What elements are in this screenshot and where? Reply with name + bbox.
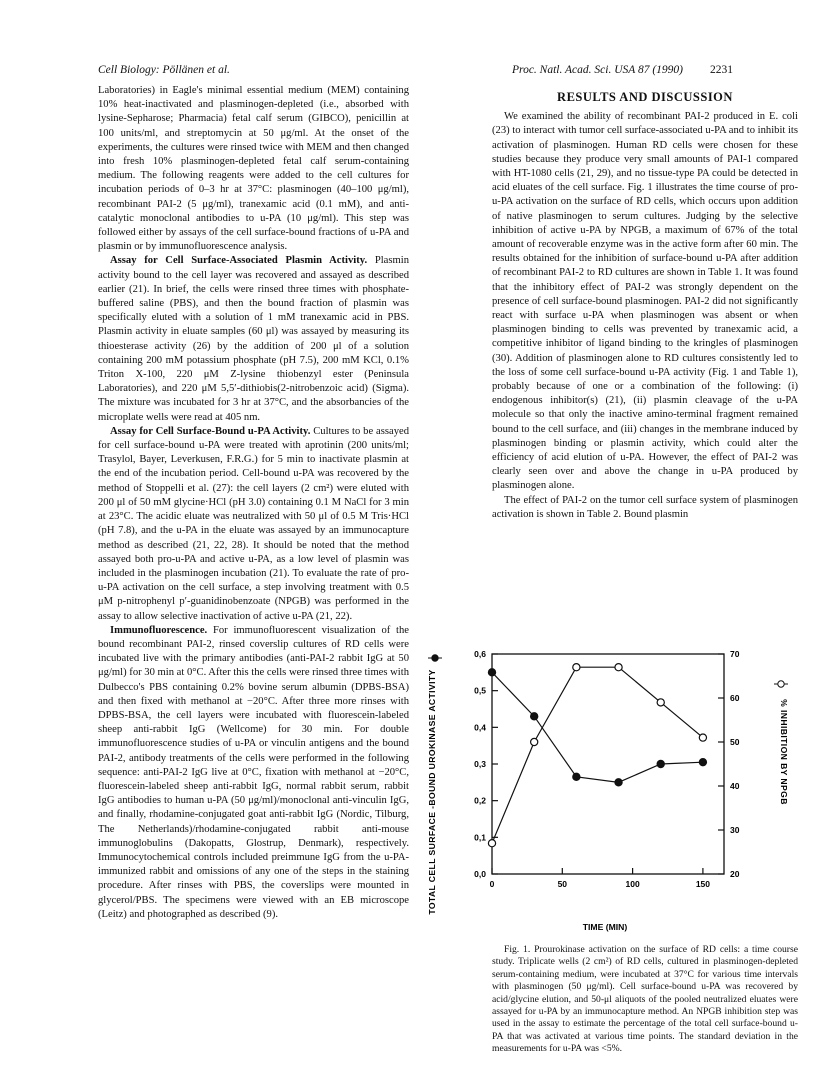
figure-caption-text: Prourokinase activation on the surface of RD cells: a time course study. Triplicate wells (2 cm²) of RD cells, cultured in plasminogen-depleted serum-containing medium, were incubated at 37°C for various time intervals with plasminogen (50 μg/ml). Cell surface-bound u-PA was recovered by acid/glycine elution, and 50-μl aliquots of the pooled neutralized eluates were assayed for u-PA by an immunocapture method. An NPGB inhibition step was used in the assay to estimate the percentage of the total cell surface-bound u-PA that was activated at various time points. The standard deviation in the measurements for u-PA was <5%. — [492, 944, 798, 1055]
open-point — [573, 664, 580, 671]
y-left-tick-label: 0,2 — [474, 795, 486, 806]
figure-1-chart — [415, 640, 810, 940]
filled-point — [615, 779, 622, 786]
paragraph-body: Cultures to be assayed for cell surface-bound u-PA were treated with aprotinin (200 units/ml; Trasylol, Bayer, Leverkusen, F.R.G.) for 5 min to inactivate plasmin at the end of the incubation period. Cell-bound u-PA was recovered by the method of Stoppelli et al. (27): the cell layers (2 cm²) were eluted with 200 μl of 50 mM glycine·HCl (pH 3.0) containing 0.1 M NaCl for 3 min at 23°C. The acidic eluate was neutralized with 50 μl of 0.5 M Tris·HCl (pH 7.8), and the u-PA in the eluate was assayed by an immunocapture method as described (21, 22, 28). It should be noted that the method assayed both pro-u-PA and active u-PA, as a low level of plasmin was included in the plasminogen incubation (21). To evaluate the rate of pro-u-PA activation on the cell surface, a step involving treatment with 0.5 μM p-nitrophenyl p′-guanidinobenzoate (NPGB) was performed in the assay to allow selective inactivation of active u-PA (21, 22). — [98, 425, 409, 622]
methods-paragraph-4 — [98, 624, 409, 922]
section-heading-plasmin-assay: Assay for Cell Surface-Associated Plasmin Activity. — [110, 255, 368, 267]
y-left-tick-label: 0,4 — [474, 722, 486, 733]
y-left-tick-label: 0,0 — [474, 869, 486, 879]
left-column — [98, 84, 409, 922]
right-column — [492, 84, 798, 522]
filled-point — [488, 669, 495, 676]
y-left-tick-label: 0,3 — [474, 759, 486, 769]
figure-caption-label: Fig. 1. — [504, 944, 531, 955]
open-point — [657, 699, 664, 706]
y-axis-label-left: TOTAL CELL SURFACE -BOUND UROKINASE ACTIVITY — [427, 669, 437, 915]
open-point — [615, 664, 622, 671]
x-tick-label: 150 — [695, 879, 711, 889]
open-point — [699, 734, 706, 741]
open-point — [488, 840, 495, 847]
paragraph-body: Plasmin activity bound to the cell layer was recovered and assayed as described earlier (21). In brief, the cells were rinsed three times with phosphate-buffered saline (PBS), and then the bound fraction of plasmin was specifically eluted with a solution of 1 mM tranexamic acid in PBS. Plasmin activity in eluate samples (60 μl) was assayed by measuring its thioesterase activity (26) by the addition of 200 μl of a solution containing 200 mM potassium phosphate (pH 7.5), 200 mM KCl, 0.1% Triton X-100, 220 μM Z-lysine thiobenzyl ester (Peninsula Laboratories), and 220 μM 5,5′-dithiobis(2-nitrobenzoic acid) (Sigma). The mixture was incubated for 3 hr at 37°C, and the absorbancies of the microplate wells were read at 405 nm. — [98, 255, 409, 423]
y-left-tick-label: 0,6 — [474, 649, 486, 659]
figure-1 — [415, 640, 810, 940]
x-axis-label: TIME (MIN) — [582, 922, 628, 932]
section-heading-upa-assay: Assay for Cell Surface-Bound u-PA Activity. — [110, 425, 311, 437]
running-header-left: Cell Biology: Pöllänen et al. — [98, 64, 230, 76]
methods-paragraph-3 — [98, 425, 409, 624]
paragraph-body: For immunofluorescent visualization of the bound recombinant PAI-2, rinsed coverslip cultures of RD cells were incubated live with the primary antibodies (anti-PAI-2 rabbit IgG at 50 μg/ml) for 30 min at 0°C. After this the cells were rinsed three times with Dulbecco's PBS containing 0.2% bovine serum albumin (DPBS-BSA) and then fixed with methanol at −20°C. After three more rinses with DPBS-BSA, the cell layers were incubated with fluorescein-labeled sheep anti-rabbit IgG (Wellcome) for 30 min. For double immunofluorescence studies of u-PA or vinculin antigens and the bound PAI-2, antibody treatments of the cells were performed in the following sequence: anti-PAI-2 IgG live at 0°C, fixation with methanol at −20°C, fluorescein-labeled sheep anti-rabbit IgG, normal rabbit serum, rabbit IgG antibodies to human u-PA (50 μg/ml)/monoclonal anti-vinculin IgG, and finally, rhodamine-conjugated goat anti-rabbit IgG (Nordic, Tilburg, The Netherlands)/rhodamine-conjugated rabbit anti-mouse immunoglobulins (Dakopatts, Glostrup, Denmark), respectively. Immunocytochemical controls included preimmune IgG from the u-PA-immunized rabbit and omissions of any one of the steps in the staining procedure. After rinses with PBS, the coverslips were mounted in glycerol/PBS. The specimens were viewed with an EB microscope (Leitz) and photographed as described (9). — [98, 624, 409, 920]
x-tick-label: 0 — [489, 879, 495, 889]
filled-point — [657, 760, 664, 767]
running-header-right: Proc. Natl. Acad. Sci. USA 87 (1990) — [512, 64, 683, 76]
figure-caption — [492, 944, 798, 1056]
series-line-2 — [492, 667, 703, 843]
plot-frame — [492, 654, 724, 874]
y-left-tick-label: 0,5 — [474, 685, 486, 696]
methods-paragraph-2 — [98, 254, 409, 424]
open-point — [531, 738, 538, 745]
y-right-tick-label: 40 — [730, 781, 740, 791]
y-right-tick-label: 20 — [730, 869, 740, 879]
filled-point — [531, 713, 538, 720]
legend-marker-open — [778, 681, 784, 687]
section-heading-immunofluorescence: Immunofluorescence. — [110, 624, 208, 636]
filled-point — [699, 759, 706, 766]
results-paragraph-2: The effect of PAI-2 on the tumor cell surface system of plasminogen activation is shown in Table 2. Bound plasmin — [492, 494, 798, 520]
page-number: 2231 — [710, 64, 733, 76]
x-tick-label: 50 — [557, 879, 568, 889]
section-heading-results: RESULTS AND DISCUSSION — [557, 90, 733, 104]
methods-paragraph-1: Laboratories) in Eagle's minimal essential medium (MEM) containing 10% heat-inactivated and plasminogen-depleted (i.e., absorbed with lysine-Sepharose; Pharmacia) fetal calf serum (GIBCO), penicillin at 100 units/ml, and streptomycin at 50 μg/ml. At the onset of the experiments, the cultures were rinsed twice with MEM and then changed into fresh 10% plasminogen-depleted fetal calf serum-containing medium. The following reagents were added to the cell cultures for incubation periods of 0–3 hr at 37°C: plasminogen (40–100 μg/ml), recombinant PAI-2 (5 μg/ml), tranexamic acid (0.1 mM), and anti-catalytic monoclonal antibodies to u-PA (10 μg/ml). This step was followed either by assays of the cell surface-bound fractions of u-PA and plasmin or by immunofluorescence analysis. — [98, 85, 409, 253]
y-left-tick-label: 0,1 — [474, 832, 486, 843]
y-right-tick-label: 70 — [730, 649, 740, 659]
filled-point — [573, 773, 580, 780]
x-tick-label: 100 — [625, 879, 640, 889]
y-axis-label-right: % INHIBITION BY NPGB — [779, 699, 789, 805]
y-right-tick-label: 60 — [730, 693, 740, 703]
y-right-tick-label: 50 — [730, 737, 740, 747]
y-right-tick-label: 30 — [730, 825, 740, 835]
results-paragraph-1: We examined the ability of recombinant PAI-2 produced in E. coli (23) to interact with tumor cell surface-associated u-PA and to inhibit its activation of plasminogen. Human RD cells were chosen for these studies because they produce very small amounts of PAI-1 compared with HT-1080 cells (21, 29), and no tissue-type PA could be detected in acid eluates of the cell surface. Fig. 1 illustrates the time course of pro-u-PA activation on the surface of RD cells, which occurs upon addition of native plasminogen to serum cultures. Judging by the selective inhibition of active u-PA by NPGB, a maximum of 67% of the total amount of recoverable enzyme was in the active form after 60 min. The results obtained for the inhibition of surface-bound u-PA after addition of recombinant PAI-2 to RD cultures are shown in Table 1. It was found that the inhibitory effect of PAI-2 was strongly dependent on the presence of cell surface-bound plasminogen. PAI-2 did not significantly react with surface u-PA when plasminogen was absent or when plasminogen binding to cells was prevented by tranexamic acid, a competitive inhibitor of ligand binding to the kringles of plasminogen (30). Addition of plasminogen alone to RD cultures consistently led to the loss of some cell surface-bound u-PA activity (Fig. 1 and Table 1), probably because of one or a combination of the following: (i) endogenous inhibitor(s) (21), (ii) plasmin cleavage of the u-PA molecule so that only the inactive amino-terminal fragment remained bound to the cell surface, and (iii) changes in the membrane induced by plasminogen binding or plasmin activity, which could alter the efficiency of acid elution of u-PA. However, the effect of PAI-2 was clearly seen over and above the change in u-PA produced by plasminogen alone. — [492, 111, 798, 492]
